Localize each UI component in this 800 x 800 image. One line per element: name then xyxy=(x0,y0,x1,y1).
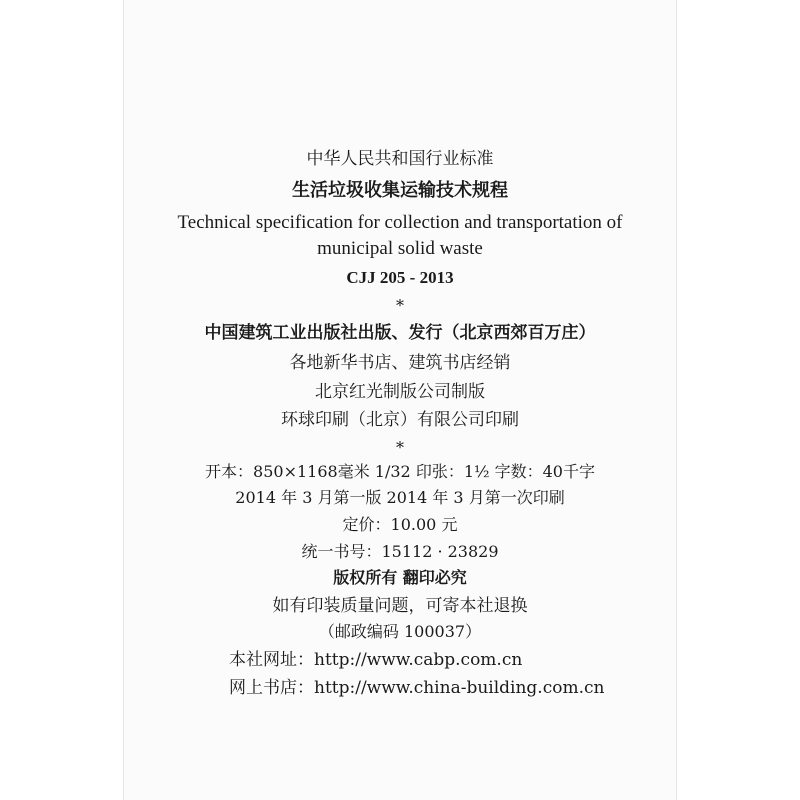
price-line: 定价：10.00 元 xyxy=(342,515,458,534)
separator-star-1: * xyxy=(396,296,404,315)
format-line: 开本：850×1168毫米 1/32 印张：1½ 字数：40千字 xyxy=(205,462,595,481)
publisher-website: 本社网址：http://www.cabp.com.cn xyxy=(229,650,523,670)
title-chinese: 生活垃圾收集运输技术规程 xyxy=(292,180,508,201)
separator-star-2: * xyxy=(396,438,404,457)
standard-code: CJJ 205 - 2013 xyxy=(346,268,454,287)
edition-line: 2014 年 3 月第一版 2014 年 3 月第一次印刷 xyxy=(235,488,565,507)
copyright-line: 版权所有 翻印必究 xyxy=(333,568,467,587)
return-notice: 如有印装质量问题，可寄本社退换 xyxy=(272,596,528,616)
publisher-line: 中国建筑工业出版社出版、发行（北京西郊百万庄） xyxy=(204,323,596,343)
online-bookstore: 网上书店：http://www.china-building.com.cn xyxy=(229,678,605,698)
printer-line: 环球印刷（北京）有限公司印刷 xyxy=(281,410,519,430)
postcode-line: （邮政编码 100037） xyxy=(318,622,482,641)
title-english-line-2: municipal solid waste xyxy=(317,238,483,259)
standard-series: 中华人民共和国行业标准 xyxy=(306,149,494,169)
plate-maker-line: 北京红光制版公司制版 xyxy=(315,382,485,402)
title-english-line-1: Technical specification for collection and transportation of xyxy=(177,212,623,233)
distributor-line: 各地新华书店、建筑书店经销 xyxy=(289,353,511,373)
isbn-line: 统一书号：15112 · 23829 xyxy=(301,542,499,561)
